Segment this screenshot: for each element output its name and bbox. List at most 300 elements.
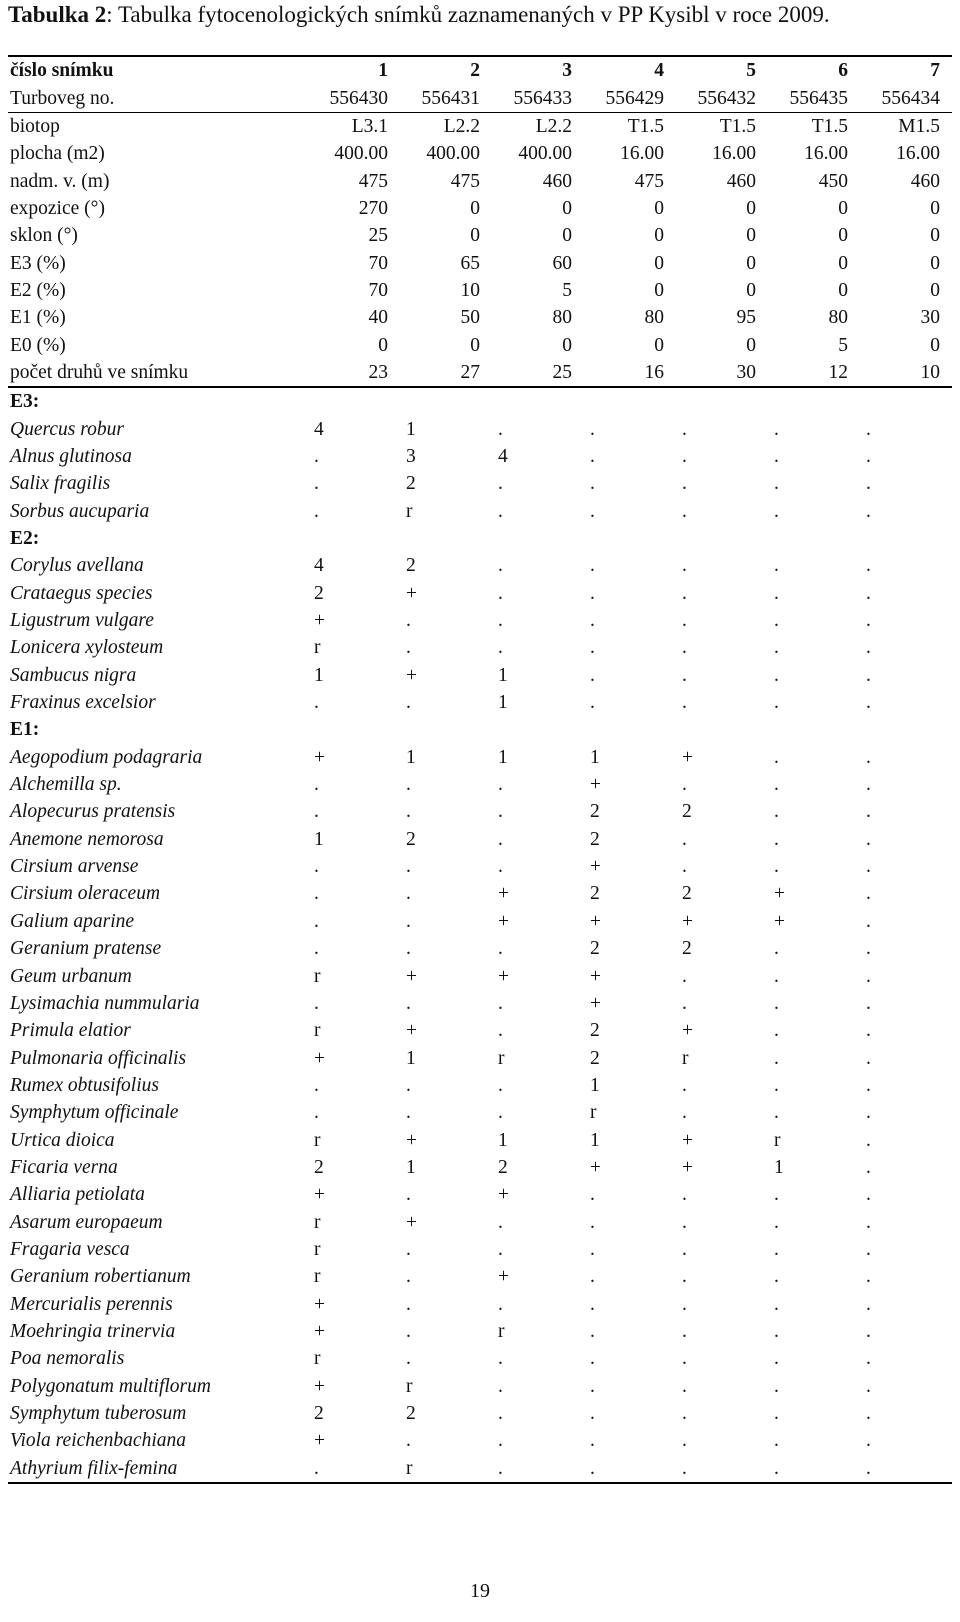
cell-releve-7: . (866, 1184, 871, 1206)
cell-releve-5: . (682, 1238, 687, 1260)
cell-releve-3: . (498, 1074, 503, 1096)
cell-releve-6: . (774, 1211, 779, 1233)
cell-releve-4: + (590, 910, 601, 932)
cell-releve-4: 1 (590, 746, 600, 768)
cell-releve-4: . (590, 555, 595, 577)
cell-releve-3: . (498, 1403, 503, 1425)
cell-releve-2: . (406, 1320, 411, 1342)
cell-releve-7 (860, 525, 952, 552)
species-row (8, 580, 952, 607)
cell-releve-6: . (774, 1403, 779, 1425)
cell-releve-2: . (406, 1184, 411, 1206)
cell-releve-5: . (682, 1320, 687, 1342)
cell-releve-5: r (682, 1047, 689, 1069)
cell-releve-2: 1 (406, 1047, 416, 1069)
row-label: Primula elatior (10, 1020, 131, 1042)
cell-releve-5: . (682, 582, 687, 604)
cell-releve-7: . (866, 801, 871, 823)
cell-releve-2: r (406, 1375, 413, 1397)
header-row-turboveg (8, 84, 952, 112)
cell-releve-6: . (774, 664, 779, 686)
cell-releve-5: . (682, 445, 687, 467)
species-row (8, 908, 952, 935)
cell-releve-7: . (866, 1320, 871, 1342)
cell-releve-4: . (590, 637, 595, 659)
species-row (8, 1126, 952, 1153)
cell-releve-4: 2 (590, 883, 600, 905)
cell-releve-6: . (774, 500, 779, 522)
cell-releve-5: . (682, 992, 687, 1014)
cell-releve-6: 556435 (789, 87, 848, 109)
cell-releve-3: 0 (562, 334, 572, 356)
species-row (8, 1072, 952, 1099)
cell-releve-4: + (590, 1156, 601, 1178)
cell-releve-2: . (406, 856, 411, 878)
cell-releve-3: 1 (498, 664, 508, 686)
cell-releve-6: + (774, 910, 785, 932)
row-label: Alliaria petiolata (10, 1184, 145, 1206)
table-body (8, 56, 952, 1483)
cell-releve-6: . (774, 1430, 779, 1452)
cell-releve-1: + (314, 1320, 325, 1342)
cell-releve-5: 5 (746, 60, 756, 82)
cell-releve-5: . (682, 1375, 687, 1397)
cell-releve-4: . (590, 610, 595, 632)
cell-releve-4: 16 (644, 361, 664, 383)
row-label: Asarum europaeum (10, 1211, 163, 1233)
cell-releve-2: 1 (406, 1156, 416, 1178)
cell-releve-2: 0 (470, 334, 480, 356)
cell-releve-6: . (774, 1020, 779, 1042)
cell-releve-1: 23 (368, 361, 388, 383)
cell-releve-3: . (498, 828, 503, 850)
cell-releve-2: . (406, 992, 411, 1014)
cell-releve-4: . (590, 664, 595, 686)
cell-releve-1: + (314, 1047, 325, 1069)
page-number: 19 (470, 1580, 490, 1602)
caption-text: : Tabulka fytocenologických snímků zaznamenaných v PP Kysibl v roce 2009. (106, 2, 830, 27)
row-label: E1 (%) (10, 307, 66, 329)
cell-releve-7: 10 (920, 361, 940, 383)
cell-releve-1: . (314, 1457, 319, 1479)
cell-releve-3: . (498, 1238, 503, 1260)
cell-releve-5: . (682, 1102, 687, 1124)
row-label: Salix fragilis (10, 473, 111, 495)
cell-releve-1 (308, 716, 400, 743)
cell-releve-7: . (866, 1074, 871, 1096)
cell-releve-3: 60 (552, 252, 572, 274)
cell-releve-2: 2 (406, 473, 416, 495)
cell-releve-5: . (682, 1430, 687, 1452)
cell-releve-2 (400, 387, 492, 415)
cell-releve-5: + (682, 1129, 693, 1151)
cell-releve-5: 2 (682, 801, 692, 823)
cell-releve-4: + (590, 965, 601, 987)
cell-releve-7: . (866, 473, 871, 495)
cell-releve-3: . (498, 938, 503, 960)
cell-releve-6: 0 (838, 252, 848, 274)
cell-releve-7: . (866, 910, 871, 932)
cell-releve-7: . (866, 637, 871, 659)
cell-releve-2: + (406, 1020, 417, 1042)
cell-releve-4: 475 (634, 170, 664, 192)
species-row (8, 1208, 952, 1235)
row-label: Urtica dioica (10, 1129, 115, 1151)
cell-releve-2: . (406, 1293, 411, 1315)
species-row (8, 771, 952, 798)
row-label: Crataegus species (10, 582, 153, 604)
row-label: Galium aparine (10, 910, 135, 932)
cell-releve-4: . (590, 473, 595, 495)
species-row (8, 662, 952, 689)
row-label: Mercurialis perennis (10, 1293, 173, 1315)
species-row (8, 1236, 952, 1263)
cell-releve-7: . (866, 418, 871, 440)
cell-releve-1: r (314, 1211, 321, 1233)
cell-releve-1: . (314, 445, 319, 467)
cell-releve-5: . (682, 1074, 687, 1096)
cell-releve-4: 2 (590, 1020, 600, 1042)
cell-releve-2: 1 (406, 418, 416, 440)
cell-releve-5: . (682, 664, 687, 686)
cell-releve-5: . (682, 418, 687, 440)
table-caption (8, 0, 952, 34)
cell-releve-5: . (682, 473, 687, 495)
cell-releve-3: 3 (562, 60, 572, 82)
cell-releve-7: 0 (930, 334, 940, 356)
cell-releve-7: . (866, 856, 871, 878)
cell-releve-4: 0 (654, 252, 664, 274)
cell-releve-6: 12 (828, 361, 848, 383)
cell-releve-1: + (314, 746, 325, 768)
cell-releve-6: . (774, 1375, 779, 1397)
cell-releve-6: T1.5 (811, 115, 848, 137)
cell-releve-1: L3.1 (351, 115, 388, 137)
cell-releve-7: 16.00 (896, 143, 940, 165)
species-row (8, 826, 952, 853)
cell-releve-1: + (314, 610, 325, 632)
cell-releve-6: . (774, 445, 779, 467)
cell-releve-3: . (498, 801, 503, 823)
cell-releve-6: . (774, 1074, 779, 1096)
cell-releve-7: 0 (930, 279, 940, 301)
cell-releve-3: . (498, 1457, 503, 1479)
species-row (8, 798, 952, 825)
cell-releve-1 (308, 387, 400, 415)
cell-releve-1: 270 (358, 197, 388, 219)
cell-releve-7: . (866, 1348, 871, 1370)
cell-releve-6 (768, 525, 860, 552)
cell-releve-7 (860, 716, 952, 743)
cell-releve-1: r (314, 1348, 321, 1370)
cell-releve-4: . (590, 1457, 595, 1479)
cell-releve-7: M1.5 (898, 115, 940, 137)
cell-releve-5: 30 (736, 361, 756, 383)
cell-releve-6: . (774, 555, 779, 577)
cell-releve-1: r (314, 637, 321, 659)
cell-releve-5: 2 (682, 883, 692, 905)
cell-releve-5: . (682, 1403, 687, 1425)
cell-releve-1: 1 (314, 828, 324, 850)
row-label: Polygonatum multiflorum (10, 1375, 211, 1397)
cell-releve-2: 2 (406, 555, 416, 577)
cell-releve-7: . (866, 1238, 871, 1260)
cell-releve-6: + (774, 883, 785, 905)
cell-releve-5: . (682, 1184, 687, 1206)
cell-releve-6: . (774, 746, 779, 768)
cell-releve-6: 0 (838, 197, 848, 219)
row-label: E3 (%) (10, 252, 66, 274)
species-row (8, 1099, 952, 1126)
param-row (8, 195, 952, 222)
cell-releve-5: . (682, 774, 687, 796)
cell-releve-7: 30 (920, 307, 940, 329)
cell-releve-6: . (774, 582, 779, 604)
species-row (8, 1044, 952, 1071)
cell-releve-5: 556432 (697, 87, 756, 109)
cell-releve-6: 5 (838, 334, 848, 356)
cell-releve-6: 1 (774, 1156, 784, 1178)
cell-releve-3: + (498, 883, 509, 905)
cell-releve-2: . (406, 938, 411, 960)
cell-releve-4: . (590, 1375, 595, 1397)
cell-releve-5: 0 (746, 197, 756, 219)
cell-releve-6: . (774, 1047, 779, 1069)
cell-releve-7: . (866, 1430, 871, 1452)
cell-releve-3: . (498, 582, 503, 604)
param-row (8, 359, 952, 387)
phytocenological-table (8, 55, 952, 1484)
cell-releve-6: . (774, 965, 779, 987)
cell-releve-2: 475 (450, 170, 480, 192)
cell-releve-1: . (314, 910, 319, 932)
cell-releve-6: 16.00 (804, 143, 848, 165)
cell-releve-4: . (590, 692, 595, 714)
row-label: expozice (°) (10, 197, 105, 219)
cell-releve-4: + (590, 856, 601, 878)
cell-releve-4: . (590, 418, 595, 440)
cell-releve-7: . (866, 1293, 871, 1315)
cell-releve-2: 50 (460, 307, 480, 329)
cell-releve-5 (676, 716, 768, 743)
row-label: Lysimachia nummularia (10, 992, 200, 1014)
cell-releve-1: 70 (368, 279, 388, 301)
cell-releve-6: . (774, 1184, 779, 1206)
cell-releve-7: . (866, 1102, 871, 1124)
cell-releve-2 (400, 525, 492, 552)
row-label: E1: (10, 719, 40, 741)
cell-releve-4: . (590, 582, 595, 604)
row-label: Symphytum tuberosum (10, 1403, 187, 1425)
species-row (8, 1154, 952, 1181)
cell-releve-5: T1.5 (719, 115, 756, 137)
cell-releve-1: r (314, 1020, 321, 1042)
cell-releve-5: . (682, 1348, 687, 1370)
cell-releve-3: 5 (562, 279, 572, 301)
cell-releve-4: 16.00 (620, 143, 664, 165)
species-row (8, 853, 952, 880)
cell-releve-5: . (682, 500, 687, 522)
param-row (8, 112, 952, 140)
param-row (8, 167, 952, 194)
row-label: Ficaria verna (10, 1156, 118, 1178)
row-label: Rumex obtusifolius (10, 1074, 159, 1096)
cell-releve-7: . (866, 1457, 871, 1479)
row-label: Alchemilla sp. (10, 774, 122, 796)
row-label: Geranium robertianum (10, 1266, 191, 1288)
cell-releve-7: 556434 (881, 87, 940, 109)
species-row (8, 1455, 952, 1483)
cell-releve-6: . (774, 938, 779, 960)
cell-releve-1: r (314, 1266, 321, 1288)
row-label: Cirsium arvense (10, 856, 139, 878)
cell-releve-1: 2 (314, 582, 324, 604)
cell-releve-2: 2 (406, 828, 416, 850)
cell-releve-1: . (314, 856, 319, 878)
cell-releve-6: . (774, 1266, 779, 1288)
row-label: plocha (m2) (10, 143, 105, 165)
cell-releve-1: . (314, 801, 319, 823)
cell-releve-3: . (498, 1375, 503, 1397)
cell-releve-2: . (406, 692, 411, 714)
cell-releve-2: 400.00 (426, 143, 480, 165)
cell-releve-4: . (590, 1320, 595, 1342)
cell-releve-1: 25 (368, 225, 388, 247)
cell-releve-3: 2 (498, 1156, 508, 1178)
row-label: počet druhů ve snímku (10, 361, 189, 383)
cell-releve-4: 80 (644, 307, 664, 329)
cell-releve-4: 556429 (605, 87, 664, 109)
cell-releve-3: 556433 (513, 87, 572, 109)
cell-releve-7: . (866, 500, 871, 522)
species-row (8, 990, 952, 1017)
param-row (8, 304, 952, 331)
cell-releve-7: . (866, 1266, 871, 1288)
cell-releve-7: . (866, 664, 871, 686)
cell-releve-5: 95 (736, 307, 756, 329)
cell-releve-3: . (498, 1102, 503, 1124)
cell-releve-3: . (498, 473, 503, 495)
cell-releve-2: . (406, 1238, 411, 1260)
cell-releve-3: 1 (498, 1129, 508, 1151)
cell-releve-6: . (774, 1293, 779, 1315)
row-label: E3: (10, 391, 40, 413)
cell-releve-6: 0 (838, 279, 848, 301)
species-row (8, 1290, 952, 1317)
row-label: Symphytum officinale (10, 1102, 179, 1124)
layer-heading-row (8, 387, 952, 415)
cell-releve-1: 40 (368, 307, 388, 329)
species-row (8, 880, 952, 907)
cell-releve-7: . (866, 1375, 871, 1397)
species-row (8, 744, 952, 771)
cell-releve-1 (308, 525, 400, 552)
row-label: Poa nemoralis (10, 1348, 125, 1370)
cell-releve-7: . (866, 774, 871, 796)
cell-releve-3: + (498, 910, 509, 932)
cell-releve-2: 10 (460, 279, 480, 301)
cell-releve-1: 475 (358, 170, 388, 192)
cell-releve-4: 0 (654, 225, 664, 247)
cell-releve-1: . (314, 1102, 319, 1124)
cell-releve-6: r (774, 1129, 781, 1151)
cell-releve-3: + (498, 1184, 509, 1206)
cell-releve-4: 0 (654, 279, 664, 301)
row-label: číslo snímku (10, 60, 114, 82)
cell-releve-6: 450 (818, 170, 848, 192)
species-row (8, 1345, 952, 1372)
param-row (8, 331, 952, 358)
species-row (8, 498, 952, 525)
cell-releve-7: . (866, 610, 871, 632)
cell-releve-6: . (774, 1102, 779, 1124)
cell-releve-2 (400, 716, 492, 743)
cell-releve-5: . (682, 965, 687, 987)
cell-releve-7: 0 (930, 197, 940, 219)
cell-releve-2: 27 (460, 361, 480, 383)
cell-releve-7 (860, 387, 952, 415)
cell-releve-2: . (406, 1430, 411, 1452)
cell-releve-3: . (498, 774, 503, 796)
cell-releve-4: . (590, 1348, 595, 1370)
row-label: Pulmonaria officinalis (10, 1047, 187, 1069)
cell-releve-2: + (406, 1211, 417, 1233)
cell-releve-4: + (590, 992, 601, 1014)
cell-releve-5: . (682, 692, 687, 714)
cell-releve-1: + (314, 1184, 325, 1206)
cell-releve-6: . (774, 418, 779, 440)
cell-releve-6: . (774, 856, 779, 878)
cell-releve-2: + (406, 1129, 417, 1151)
row-label: E2 (%) (10, 279, 66, 301)
cell-releve-6: 80 (828, 307, 848, 329)
cell-releve-4: T1.5 (627, 115, 664, 137)
cell-releve-2: 0 (470, 225, 480, 247)
cell-releve-4: r (590, 1102, 597, 1124)
cell-releve-5: . (682, 1457, 687, 1479)
cell-releve-6: . (774, 1238, 779, 1260)
species-row (8, 634, 952, 661)
cell-releve-1: . (314, 938, 319, 960)
cell-releve-2: + (406, 965, 417, 987)
cell-releve-7: . (866, 883, 871, 905)
cell-releve-1: r (314, 1238, 321, 1260)
cell-releve-6: . (774, 801, 779, 823)
row-label: Geranium pratense (10, 938, 162, 960)
species-row (8, 1427, 952, 1454)
species-row (8, 415, 952, 442)
cell-releve-3: . (498, 610, 503, 632)
cell-releve-6: . (774, 473, 779, 495)
species-row (8, 689, 952, 716)
cell-releve-5: + (682, 1156, 693, 1178)
row-label: E0 (%) (10, 334, 66, 356)
cell-releve-3: 1 (498, 692, 508, 714)
cell-releve-3: 400.00 (518, 143, 572, 165)
row-label: nadm. v. (m) (10, 170, 110, 192)
cell-releve-7: . (866, 938, 871, 960)
row-label: Fragaria vesca (10, 1238, 130, 1260)
cell-releve-2: . (406, 883, 411, 905)
row-label: sklon (°) (10, 225, 78, 247)
cell-releve-5: . (682, 555, 687, 577)
row-label: Viola reichenbachiana (10, 1430, 186, 1452)
row-label: Alnus glutinosa (10, 445, 132, 467)
cell-releve-7: . (866, 555, 871, 577)
row-label: Moehringia trinervia (10, 1320, 176, 1342)
cell-releve-7: 0 (930, 252, 940, 274)
cell-releve-2: 2 (406, 1403, 416, 1425)
